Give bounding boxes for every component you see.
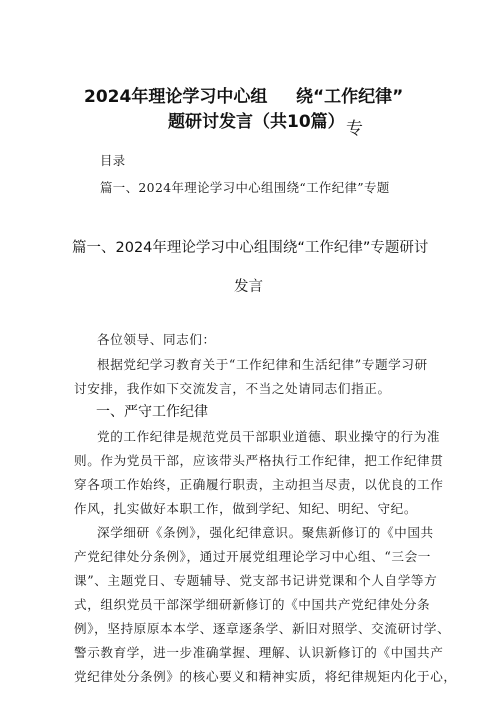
document-title-line2-suffix: 专 <box>346 119 363 139</box>
paragraph2-line: 警示教育学，进一步准确掌握、理解、认识新修订的《中国共产 <box>74 645 444 660</box>
paragraph2-line: 课”、主题党日、专题辅导、党支部书记讲党课和个人自学等方 <box>74 573 438 588</box>
toc-label: 目录 <box>100 153 126 168</box>
document-title-line2: 题研讨发言（共10篇） <box>168 112 345 132</box>
paragraph2-line: 例》，坚持原原本本学、逐章逐条学、新旧对照学、交流研讨学、 <box>74 621 451 636</box>
toc-item[interactable]: 篇一、2024年理论学习中心组围绕“工作纪律”专题 <box>100 180 390 195</box>
paragraph1-line: 穿各项工作始终，正确履行职责，主动担当尽责，以优良的工作 <box>74 477 444 492</box>
paragraph1-line: 则。作为党员干部，应该带头严格执行工作纪律，把工作纪律贯 <box>74 453 444 468</box>
article-heading-line2: 发言 <box>234 279 263 295</box>
intro-line: 讨安排，我作如下交流发言，不当之处请同志们指正。 <box>74 381 391 396</box>
document-title-line1-right: 绕“工作纪律” <box>296 87 404 107</box>
paragraph2-line: 产党纪律处分条例》，通过开展党组理论学习中心组、“三会一 <box>74 549 431 564</box>
paragraph1-line: 作风，扎实做好本职工作，做到学纪、知纪、明纪、守纪。 <box>74 501 418 516</box>
paragraph2-line: 党纪律处分条例》的核心要义和精神实质，将纪律规矩内化于心， <box>74 669 457 684</box>
paragraph2-line: 式，组织党员干部深学细研新修订的《中国共产党纪律处分条 <box>74 597 431 612</box>
salutation: 各位领导、同志们： <box>97 332 216 347</box>
paragraph2-line: 深学细研《条例》，强化纪律意识。聚焦新修订的《中国共 <box>97 525 434 540</box>
paragraph1-line: 党的工作纪律是规范党员干部职业道德、职业操守的行为准 <box>97 429 441 444</box>
intro-line: 根据党纪学习教育关于“工作纪律和生活纪律”专题学习研 <box>97 357 428 372</box>
section-heading: 一、严守工作纪律 <box>96 404 208 420</box>
article-heading-line1: 篇一、2024年理论学习中心组围绕“工作纪律”专题研讨 <box>72 240 429 256</box>
document-title-line1-left: 2024年理论学习中心组 <box>84 87 268 107</box>
